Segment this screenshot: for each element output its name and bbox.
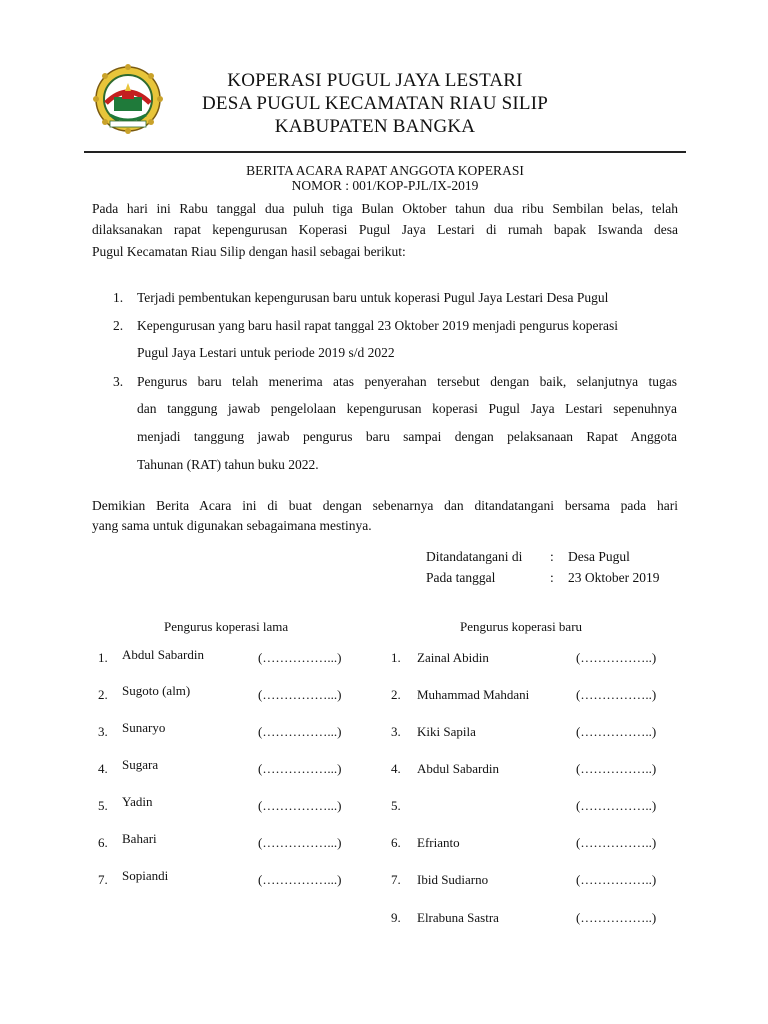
new-member-name: Elrabuna Sastra <box>417 910 499 925</box>
new-member-number: 1. <box>391 650 401 665</box>
old-member-name: Yadin <box>122 794 153 809</box>
new-member-name: Zainal Abidin <box>417 650 489 665</box>
letterhead-line-1: KOPERASI PUGUL JAYA LESTARI <box>227 70 523 91</box>
point-3-line-4: Tahunan (RAT) tahun buku 2022. <box>137 457 319 472</box>
point-number: 2. <box>113 318 124 333</box>
old-member-signature: (……………...) <box>258 650 342 665</box>
old-member-name: Sopiandi <box>122 868 169 883</box>
new-member-signature: (……………..) <box>576 910 657 925</box>
new-member-signature: (……………..) <box>576 724 657 739</box>
new-member-number: 7. <box>391 872 401 887</box>
new-member-number: 3. <box>391 724 401 739</box>
point-1-line-1: Terjadi pembentukan kepengurusan baru untuk koperasi Pugul Jaya Lestari Desa Pugul <box>137 290 609 305</box>
point-2-line-2: Pugul Jaya Lestari untuk periode 2019 s/d 2022 <box>137 345 395 360</box>
old-board-heading: Pengurus koperasi lama <box>164 619 289 634</box>
old-member-signature: (……………...) <box>258 724 342 739</box>
letterhead-line-2: DESA PUGUL KECAMATAN RIAU SILIP <box>202 93 548 114</box>
document-title: BERITA ACARA RAPAT ANGGOTA KOPERASI <box>246 163 524 178</box>
old-member-number: 1. <box>98 650 108 665</box>
old-member-signature: (……………...) <box>258 761 342 776</box>
new-member-number: 6. <box>391 835 401 850</box>
new-member-number: 2. <box>391 687 401 702</box>
old-member-signature: (……………...) <box>258 872 342 887</box>
new-board-heading: Pengurus koperasi baru <box>460 619 583 634</box>
old-member-name: Sugara <box>122 757 159 772</box>
old-member-signature: (……………...) <box>258 687 342 702</box>
koperasi-logo <box>84 63 172 135</box>
old-member-number: 6. <box>98 835 108 850</box>
old-member-number: 5. <box>98 798 108 813</box>
letterhead-line-3: KABUPATEN BANGKA <box>274 116 476 137</box>
intro-line-2: dilaksanakan rapat kepengurusan Koperasi Pugul Jaya Lestari di rumah bapak Iswanda desa <box>92 222 678 237</box>
point-3-line-2: dan tanggung jawab pengelolaan kepengurusan koperasi Pugul Jaya Lestari sepenuhnya <box>137 401 677 416</box>
new-member-number: 5. <box>391 798 401 813</box>
new-member-signature: (……………..) <box>576 650 657 665</box>
point-number: 3. <box>113 374 124 389</box>
signed-place-label: Ditandatangani di <box>426 549 523 564</box>
old-member-name: Sunaryo <box>122 720 166 735</box>
old-member-number: 3. <box>98 724 108 739</box>
new-member-signature: (……………..) <box>576 835 657 850</box>
old-member-signature: (……………...) <box>258 835 342 850</box>
new-member-signature: (……………..) <box>576 798 657 813</box>
signed-place-value: Desa Pugul <box>568 549 630 564</box>
new-member-signature: (……………..) <box>576 872 657 887</box>
new-member-name: Efrianto <box>417 835 460 850</box>
signed-date-value: 23 Oktober 2019 <box>568 570 660 585</box>
intro-line-3: Pugul Kecamatan Riau Silip dengan hasil sebagai berikut: <box>92 244 406 259</box>
new-member-signature: (……………..) <box>576 687 657 702</box>
point-2-line-1: Kepengurusan yang baru hasil rapat tanggal 23 Oktober 2019 menjadi pengurus koperasi <box>137 318 618 333</box>
closing-line-2: yang sama untuk digunakan sebagaimana mestinya. <box>92 518 372 533</box>
new-member-signature: (……………..) <box>576 761 657 776</box>
letterhead-divider <box>84 151 686 153</box>
old-member-number: 2. <box>98 687 108 702</box>
signed-place-colon: : <box>550 549 554 564</box>
new-member-number: 9. <box>391 910 401 925</box>
signed-date-colon: : <box>550 570 554 585</box>
new-member-name: Kiki Sapila <box>417 724 476 739</box>
document-number: NOMOR : 001/KOP-PJL/IX-2019 <box>291 178 479 193</box>
old-member-number: 4. <box>98 761 108 776</box>
new-member-name: Abdul Sabardin <box>417 761 499 776</box>
point-number: 1. <box>113 290 124 305</box>
new-member-number: 4. <box>391 761 401 776</box>
old-member-name: Sugoto (alm) <box>122 683 191 698</box>
old-member-signature: (……………...) <box>258 798 342 813</box>
new-member-name: Muhammad Mahdani <box>417 687 530 702</box>
point-3-line-1: Pengurus baru telah menerima atas penyerahan tersebut dengan baik, selanjutnya tugas <box>137 374 677 389</box>
closing-line-1: Demikian Berita Acara ini di buat dengan sebenarnya dan ditandatangani bersama pada hari <box>92 498 678 513</box>
old-member-name: Bahari <box>122 831 157 846</box>
old-member-name: Abdul Sabardin <box>122 647 204 662</box>
intro-line-1: Pada hari ini Rabu tanggal dua puluh tiga Bulan Oktober tahun dua ribu Sembilan belas, telah <box>92 201 678 216</box>
point-3-line-3: menjadi tanggung jawab pengurus baru sampai dengan pelaksanaan Rapat Anggota <box>137 429 677 444</box>
new-member-name: Ibid Sudiarno <box>417 872 489 887</box>
old-member-number: 7. <box>98 872 108 887</box>
signed-date-label: Pada tanggal <box>426 570 496 585</box>
